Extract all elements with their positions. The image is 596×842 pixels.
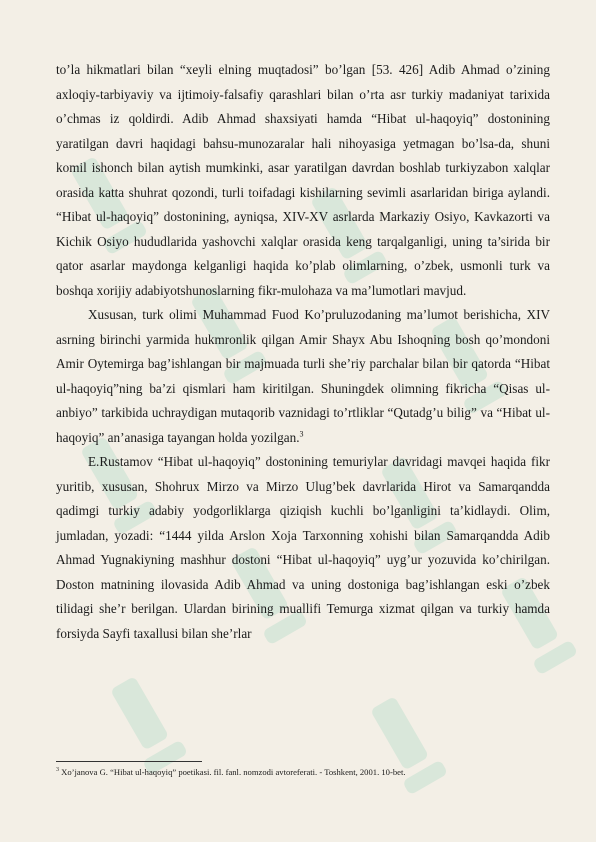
paragraph-2 (56, 303, 550, 450)
footnote-divider (56, 761, 202, 762)
document-body (56, 58, 550, 646)
footnote-text: Xo’janova G. “Hibat ul-haqoyiq” poetikasi. fil. fanl. nomzodi avtoreferati. - Toshkent, 2001. 10-bet. (59, 767, 406, 777)
paragraph-3-text: E.Rustamov “Hibat ul-haqoyiq” dostonining temuriylar davridagi mavqei haqida fikr yuritib, xususan, Shohrux Mirzo va Mirzo Ulug’bek davrlarida Hirot va Samarqandda qadimgi turkiy adabiy yodgorliklarga qiziqish kuchli bo’lganligini ta’kidlaydi. Olim, jumladan, yozadi: “1444 yilda Arslon Xoja Tarxonning xohishi bilan Samarqandda Adib Ahmad Yugnakiyning mashhur dostoni “Hibat ul-haqoyiq” uyg’ur yozuvida ko’chirilgan. Doston matnining ilovasida Adib Ahmad va uning dostoniga bag’ishlangan eski o’zbek tilidagi she’r berilgan. Ulardan birining muallifi Temurga xizmat qilgan va turkiy hamda forsiyda Sayfi taxallusi bilan she’rlar (56, 454, 550, 641)
paragraph-3 (56, 450, 550, 646)
footnote (56, 766, 550, 778)
footnote-reference[interactable]: 3 (299, 429, 304, 439)
paragraph-2-text: Xususan, turk olimi Muhammad Fuod Ko’pruluzodaning ma’lumot berishicha, XIV asrning birinchi yarmida hukmronlik qilgan Amir Shayx Abu Ishoqning bosh qo’mondoni Amir Oytemirga bag’ishlangan bir majmuada turli she’riy parchalar bilan bir qatorda “Hibat ul-haqoyiq”ning ba’zi qismlari ham kiritilgan. Shuningdek olimning fikricha “Qisas ul- anbiyo” tarkibida uchraydigan mutaqorib vaznidagi to’rtliklar “Qutadg’u bilig” va “Hibat ul-haqoyiq” an’anasiga tayangan holda yozilgan. (56, 307, 550, 445)
paragraph-1 (56, 58, 550, 303)
footnote-number: 3 (56, 767, 59, 774)
paragraph-1-text: to’la hikmatlari bilan “xeyli elning muqtadosi” bo’lgan [53. 426] Adib Ahmad o’zining axloqiy-tarbiyaviy va ijtimoiy-falsafiy qarashlari bilan o’rta asr turkiy madaniyat tarixida o’chmas iz qoldirdi. Adib Ahmad shaxsiyati hamda “Hibat ul-haqoyiq” dostonining yaratilgan davri haqidagi bahsu-munozaralar hali nihoyasiga yetmagan bo’lsa-da, shuni komil ishonch bilan aytish mumkinki, asar yaratilgan davrdan boshlab turkiyzabon xalqlar orasida katta shuhrat qozondi, turli toifadagi kishilarning sevimli asarlaridan biriga aylandi. “Hibat ul-haqoyiq” dostonining, ayniqsa, XIV-XV asrlarda Markaziy Osiyo, Kavkazorti va Kichik Osiyo hududlarida yashovchi xalqlar orasida keng tarqalganligi, uning ta’sirida bir qator asarlar maydonga kelganligi haqida ko’plab olimlarning, o’zbek, usmonli turk va boshqa xorijiy adabiyotshunoslarning fikr-mulohaza va ma’lumotlari mavjud. (56, 62, 550, 298)
